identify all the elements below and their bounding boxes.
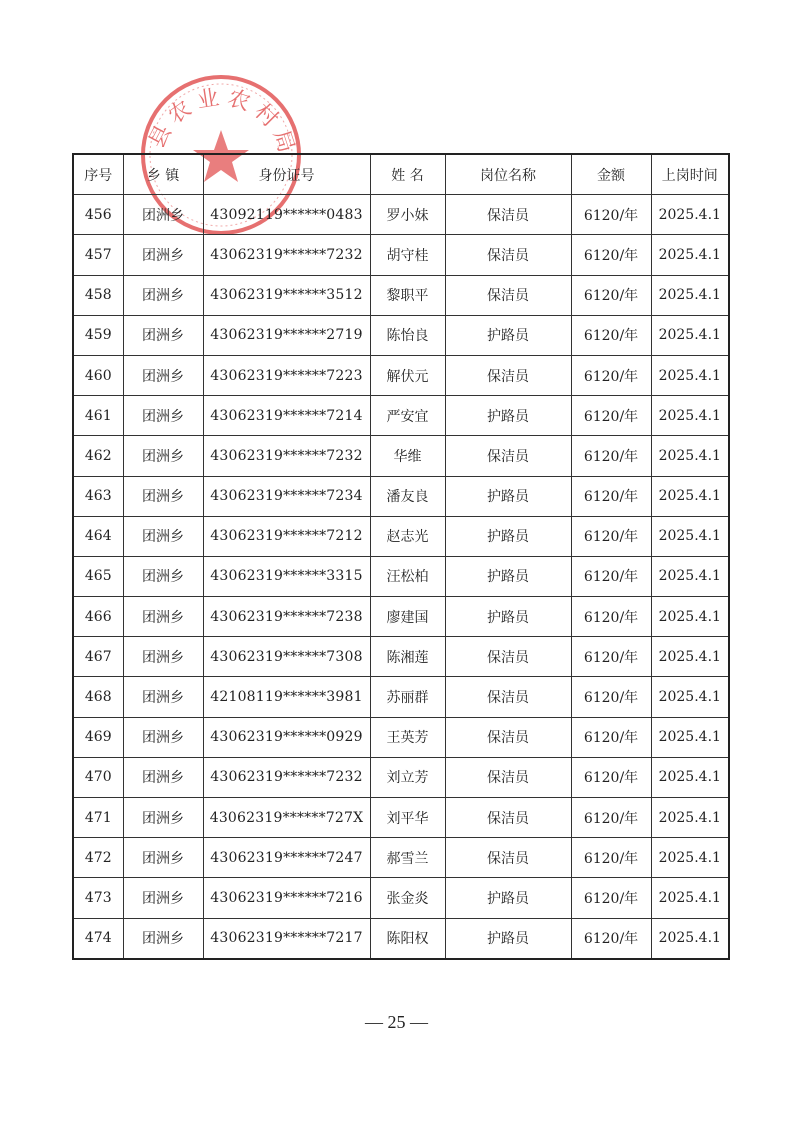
cell-town: 团洲乡	[123, 355, 203, 395]
table-row	[73, 516, 729, 556]
cell-start-date: 2025.4.1	[651, 556, 729, 596]
cell-serial: 462	[73, 436, 123, 476]
cell-start-date: 2025.4.1	[651, 235, 729, 275]
cell-town: 团洲乡	[123, 838, 203, 878]
cell-town: 团洲乡	[123, 918, 203, 959]
cell-position: 保洁员	[445, 235, 571, 275]
table-row	[73, 597, 729, 637]
cell-position: 护路员	[445, 516, 571, 556]
cell-amount: 6120/年	[571, 516, 651, 556]
cell-serial: 459	[73, 315, 123, 355]
cell-serial: 470	[73, 757, 123, 797]
cell-serial: 468	[73, 677, 123, 717]
cell-id-number: 43062319******3512	[203, 275, 370, 315]
table-row	[73, 677, 729, 717]
cell-start-date: 2025.4.1	[651, 516, 729, 556]
cell-amount: 6120/年	[571, 195, 651, 235]
cell-amount: 6120/年	[571, 677, 651, 717]
cell-town: 团洲乡	[123, 878, 203, 918]
table-row	[73, 757, 729, 797]
table-body	[73, 195, 729, 959]
cell-name: 张金炎	[370, 878, 445, 918]
cell-id-number: 43062319******727X	[203, 798, 370, 838]
cell-name: 郝雪兰	[370, 838, 445, 878]
cell-start-date: 2025.4.1	[651, 798, 729, 838]
table-row	[73, 918, 729, 959]
cell-id-number: 43062319******7217	[203, 918, 370, 959]
cell-start-date: 2025.4.1	[651, 396, 729, 436]
cell-id-number: 43062319******7216	[203, 878, 370, 918]
cell-serial: 471	[73, 798, 123, 838]
cell-id-number: 43062319******7232	[203, 436, 370, 476]
table-row	[73, 476, 729, 516]
cell-town: 团洲乡	[123, 235, 203, 275]
cell-town: 团洲乡	[123, 516, 203, 556]
cell-start-date: 2025.4.1	[651, 918, 729, 959]
cell-name: 刘平华	[370, 798, 445, 838]
cell-position: 护路员	[445, 315, 571, 355]
cell-serial: 466	[73, 597, 123, 637]
cell-amount: 6120/年	[571, 315, 651, 355]
cell-start-date: 2025.4.1	[651, 677, 729, 717]
table-row	[73, 315, 729, 355]
header-name: 姓 名	[370, 154, 445, 195]
cell-start-date: 2025.4.1	[651, 757, 729, 797]
cell-id-number: 43062319******7234	[203, 476, 370, 516]
cell-start-date: 2025.4.1	[651, 436, 729, 476]
header-serial: 序号	[73, 154, 123, 195]
cell-id-number: 43062319******0929	[203, 717, 370, 757]
cell-name: 解伏元	[370, 355, 445, 395]
cell-name: 陈阳权	[370, 918, 445, 959]
cell-name: 华维	[370, 436, 445, 476]
cell-position: 护路员	[445, 556, 571, 596]
cell-town: 团洲乡	[123, 396, 203, 436]
cell-town: 团洲乡	[123, 275, 203, 315]
cell-town: 团洲乡	[123, 757, 203, 797]
cell-serial: 469	[73, 717, 123, 757]
cell-position: 保洁员	[445, 195, 571, 235]
cell-amount: 6120/年	[571, 355, 651, 395]
cell-start-date: 2025.4.1	[651, 275, 729, 315]
page-number: — 25 —	[365, 1012, 428, 1032]
cell-name: 潘友良	[370, 476, 445, 516]
cell-position: 护路员	[445, 918, 571, 959]
cell-id-number: 42108119******3981	[203, 677, 370, 717]
cell-position: 保洁员	[445, 637, 571, 677]
cell-town: 团洲乡	[123, 677, 203, 717]
cell-serial: 457	[73, 235, 123, 275]
table-row	[73, 195, 729, 235]
cell-name: 王英芳	[370, 717, 445, 757]
cell-name: 汪松柏	[370, 556, 445, 596]
cell-town: 团洲乡	[123, 315, 203, 355]
header-town: 乡 镇	[123, 154, 203, 195]
cell-town: 团洲乡	[123, 476, 203, 516]
cell-position: 保洁员	[445, 436, 571, 476]
header-start-date: 上岗时间	[651, 154, 729, 195]
cell-amount: 6120/年	[571, 717, 651, 757]
cell-start-date: 2025.4.1	[651, 717, 729, 757]
cell-amount: 6120/年	[571, 798, 651, 838]
cell-name: 刘立芳	[370, 757, 445, 797]
header-id-number: 身份证号	[203, 154, 370, 195]
cell-amount: 6120/年	[571, 918, 651, 959]
cell-name: 陈湘莲	[370, 637, 445, 677]
seal-lettering: 县农业农村局	[144, 84, 301, 162]
cell-id-number: 43062319******7308	[203, 637, 370, 677]
cell-name: 黎职平	[370, 275, 445, 315]
cell-id-number: 43062319******7238	[203, 597, 370, 637]
table-row	[73, 396, 729, 436]
cell-position: 护路员	[445, 878, 571, 918]
cell-position: 护路员	[445, 396, 571, 436]
cell-town: 团洲乡	[123, 717, 203, 757]
cell-id-number: 43062319******3315	[203, 556, 370, 596]
cell-amount: 6120/年	[571, 396, 651, 436]
cell-serial: 472	[73, 838, 123, 878]
cell-serial: 473	[73, 878, 123, 918]
cell-amount: 6120/年	[571, 556, 651, 596]
cell-position: 保洁员	[445, 275, 571, 315]
table-row	[73, 838, 729, 878]
cell-amount: 6120/年	[571, 637, 651, 677]
cell-serial: 474	[73, 918, 123, 959]
table-row	[73, 878, 729, 918]
cell-start-date: 2025.4.1	[651, 355, 729, 395]
cell-amount: 6120/年	[571, 275, 651, 315]
table-row	[73, 275, 729, 315]
cell-amount: 6120/年	[571, 235, 651, 275]
cell-start-date: 2025.4.1	[651, 637, 729, 677]
cell-start-date: 2025.4.1	[651, 315, 729, 355]
cell-position: 护路员	[445, 476, 571, 516]
cell-amount: 6120/年	[571, 476, 651, 516]
cell-position: 保洁员	[445, 677, 571, 717]
cell-serial: 467	[73, 637, 123, 677]
cell-amount: 6120/年	[571, 436, 651, 476]
cell-start-date: 2025.4.1	[651, 476, 729, 516]
header-amount: 金额	[571, 154, 651, 195]
cell-name: 陈怡良	[370, 315, 445, 355]
cell-id-number: 43062319******7214	[203, 396, 370, 436]
cell-name: 赵志光	[370, 516, 445, 556]
cell-position: 保洁员	[445, 717, 571, 757]
cell-position: 保洁员	[445, 798, 571, 838]
cell-town: 团洲乡	[123, 556, 203, 596]
table-row	[73, 717, 729, 757]
cell-id-number: 43092119******0483	[203, 195, 370, 235]
cell-serial: 458	[73, 275, 123, 315]
cell-start-date: 2025.4.1	[651, 195, 729, 235]
cell-name: 苏丽群	[370, 677, 445, 717]
table-header-row	[73, 154, 729, 195]
cell-serial: 464	[73, 516, 123, 556]
cell-serial: 465	[73, 556, 123, 596]
cell-serial: 460	[73, 355, 123, 395]
cell-town: 团洲乡	[123, 436, 203, 476]
cell-amount: 6120/年	[571, 838, 651, 878]
table-row	[73, 798, 729, 838]
cell-amount: 6120/年	[571, 878, 651, 918]
header-position: 岗位名称	[445, 154, 571, 195]
cell-start-date: 2025.4.1	[651, 838, 729, 878]
cell-position: 保洁员	[445, 355, 571, 395]
cell-start-date: 2025.4.1	[651, 597, 729, 637]
cell-position: 保洁员	[445, 838, 571, 878]
cell-start-date: 2025.4.1	[651, 878, 729, 918]
cell-amount: 6120/年	[571, 597, 651, 637]
cell-serial: 461	[73, 396, 123, 436]
cell-id-number: 43062319******2719	[203, 315, 370, 355]
table-row	[73, 355, 729, 395]
cell-town: 团洲乡	[123, 637, 203, 677]
cell-position: 保洁员	[445, 757, 571, 797]
cell-id-number: 43062319******7232	[203, 235, 370, 275]
cell-town: 团洲乡	[123, 195, 203, 235]
table-row	[73, 556, 729, 596]
cell-id-number: 43062319******7223	[203, 355, 370, 395]
table-row	[73, 637, 729, 677]
cell-amount: 6120/年	[571, 757, 651, 797]
cell-id-number: 43062319******7232	[203, 757, 370, 797]
cell-town: 团洲乡	[123, 798, 203, 838]
cell-position: 护路员	[445, 597, 571, 637]
cell-id-number: 43062319******7212	[203, 516, 370, 556]
cell-id-number: 43062319******7247	[203, 838, 370, 878]
cell-name: 胡守桂	[370, 235, 445, 275]
staff-roster-table	[72, 153, 730, 960]
table-row	[73, 235, 729, 275]
cell-serial: 456	[73, 195, 123, 235]
cell-name: 严安宜	[370, 396, 445, 436]
cell-town: 团洲乡	[123, 597, 203, 637]
cell-serial: 463	[73, 476, 123, 516]
cell-name: 廖建国	[370, 597, 445, 637]
table-row	[73, 436, 729, 476]
cell-name: 罗小妹	[370, 195, 445, 235]
